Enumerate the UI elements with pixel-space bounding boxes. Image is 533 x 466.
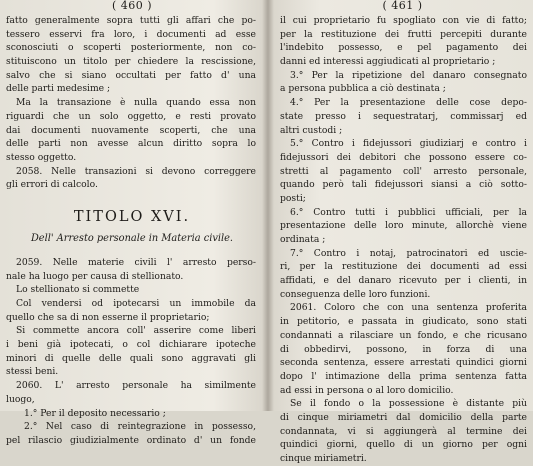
text-line: 4.° Per la presentazione delle cose depo- <box>290 97 527 109</box>
text-line: a persona pubblica a ciò destinata ; <box>280 83 446 95</box>
text-line: gli errori di calcolo. <box>6 179 98 191</box>
text-line: 2061. Coloro che con una sentenza proferita <box>290 302 527 314</box>
text-line: salvo che si siano occultati per fatto d' una <box>6 69 256 81</box>
text-line: nale ha luogo per causa di stellionato. <box>6 270 184 282</box>
text-line: affidati, e del danaro ricevuto per i clienti, in <box>280 275 527 287</box>
text-line: 7.° Contro i notaj, patrocinatori ed uscie- <box>290 247 527 259</box>
text-line: seconda sentenza, essere arrestati quindici giorni <box>280 357 527 369</box>
text-line: dai documenti nuovamente scoperti, che una <box>6 124 256 136</box>
text-line: il cui proprietario fu spogliato con vie di fatto; <box>280 15 527 26</box>
text-line: 2059. Nelle materie civili l' arresto perso- <box>16 256 256 268</box>
book-gutter <box>262 0 274 411</box>
text-line: stesso oggetto. <box>6 151 77 163</box>
right-page <box>276 0 529 464</box>
text-line: per la restituzione dei frutti percepiti durante <box>280 28 527 40</box>
text-line: presentazione delle loro minute, allorchè viene <box>280 220 527 232</box>
text-line: sconosciuti o scoperti posteriormente, non co- <box>6 42 256 54</box>
left-page <box>4 0 260 446</box>
text-line: Si commette ancora coll' asserire come liberi <box>16 325 256 337</box>
text-line: Col vendersi od ipotecarsi un immobile da <box>16 298 256 309</box>
text-line: Se il fondo o la possessione è distante più <box>290 398 527 410</box>
text-line: di cinque miriametri dal domicilio della parte <box>280 411 527 423</box>
text-line: i beni già ipotecati, o col dichiarare ipoteche <box>6 339 256 351</box>
left-top-text <box>4 14 260 192</box>
text-line: state presso i sequestratarj, commissarj ed <box>280 110 527 122</box>
text-line: quindici giorni, quello di un giorno per ogni <box>280 439 527 451</box>
text-line: ad essi in persona o al loro domicilio. <box>280 384 454 396</box>
text-line: 2060. L' arresto personale ha similmente <box>16 380 256 392</box>
text-line: minori di quelle delle quali sono aggravati gli <box>6 352 256 364</box>
text-line: delle parti non avesse alcun diritto sopra lo <box>6 138 256 150</box>
text-line: altri custodi ; <box>280 124 343 136</box>
text-line: condannata, vi si aggiungerà al termine dei <box>280 425 527 437</box>
text-line: cinque miriametri. <box>280 453 367 464</box>
text-line: l'indebito possesso, e pel pagamento dei <box>280 42 527 54</box>
text-line: di obbedirvi, possono, in forza di una <box>280 343 527 355</box>
left-bottom-text <box>4 256 260 448</box>
left-page-number: ( 460 ) <box>111 0 153 12</box>
text-line: danni ed interessi aggiudicati al proprietario ; <box>280 56 496 68</box>
text-line: conseguenza delle loro funzioni. <box>280 288 431 300</box>
text-line: stessi beni. <box>6 366 59 378</box>
right-text <box>276 14 529 466</box>
text-line: quello che sa di non esserne il proprietario; <box>6 311 210 323</box>
text-line: delle parti medesime ; <box>6 83 111 95</box>
text-line: fatto generalmente sopra tutti gli affari che po- <box>6 15 256 26</box>
text-line: riguardi che un solo oggetto, e resti provato <box>6 110 256 122</box>
text-line: stretti al pagamento coll' arresto personale, <box>280 165 527 177</box>
text-line: 2.° Nel caso di reintegrazione in possesso, <box>24 421 256 433</box>
text-line: fidejussori dei debitori che possono essere co- <box>280 151 527 163</box>
text-line: 5.° Contro i fidejussori giudiziarj e contro i <box>290 138 527 150</box>
text-line: ordinata ; <box>280 234 326 245</box>
section-subtitle: Dell' Arresto personale in Materia civile. <box>30 232 234 244</box>
text-line: pel rilascio giudizialmente ordinato d' un fonde <box>6 434 256 446</box>
text-line: Lo stellionato si commette <box>16 284 140 296</box>
text-line: 6.° Contro tutti i pubblici ufficiali, per la <box>290 206 527 218</box>
section-title: TITOLO XVI. <box>73 208 191 225</box>
text-line: 1.° Per il deposito necessario ; <box>24 407 166 419</box>
text-line: 3.° Per la ripetizione del danaro consegnato <box>290 69 527 81</box>
text-line: posti; <box>280 192 306 204</box>
text-line: Ma la transazione è nulla quando essa non <box>16 97 256 109</box>
text-line: luogo, <box>6 393 35 405</box>
text-line: 2058. Nelle transazioni si devono correggere <box>16 165 256 177</box>
right-page-number: ( 461 ) <box>382 0 423 12</box>
text-line: dopo l' intimazione della prima sentenza fatta <box>280 370 527 382</box>
text-line: in petitorio, e passata in giudicato, sono stati <box>280 316 527 328</box>
text-line: condannati a rilasciare un fondo, e che ricusano <box>280 329 527 341</box>
text-line: quando però tali fidejussori siansi a ciò sotto- <box>280 179 527 191</box>
text-line: stituiscono un titolo per chiedere la rescissione, <box>6 56 256 68</box>
text-line: ri, per la restituzione dei documenti ad essi <box>280 261 527 273</box>
text-line: tessero esservi fra loro, i documenti ad esse <box>6 28 256 40</box>
